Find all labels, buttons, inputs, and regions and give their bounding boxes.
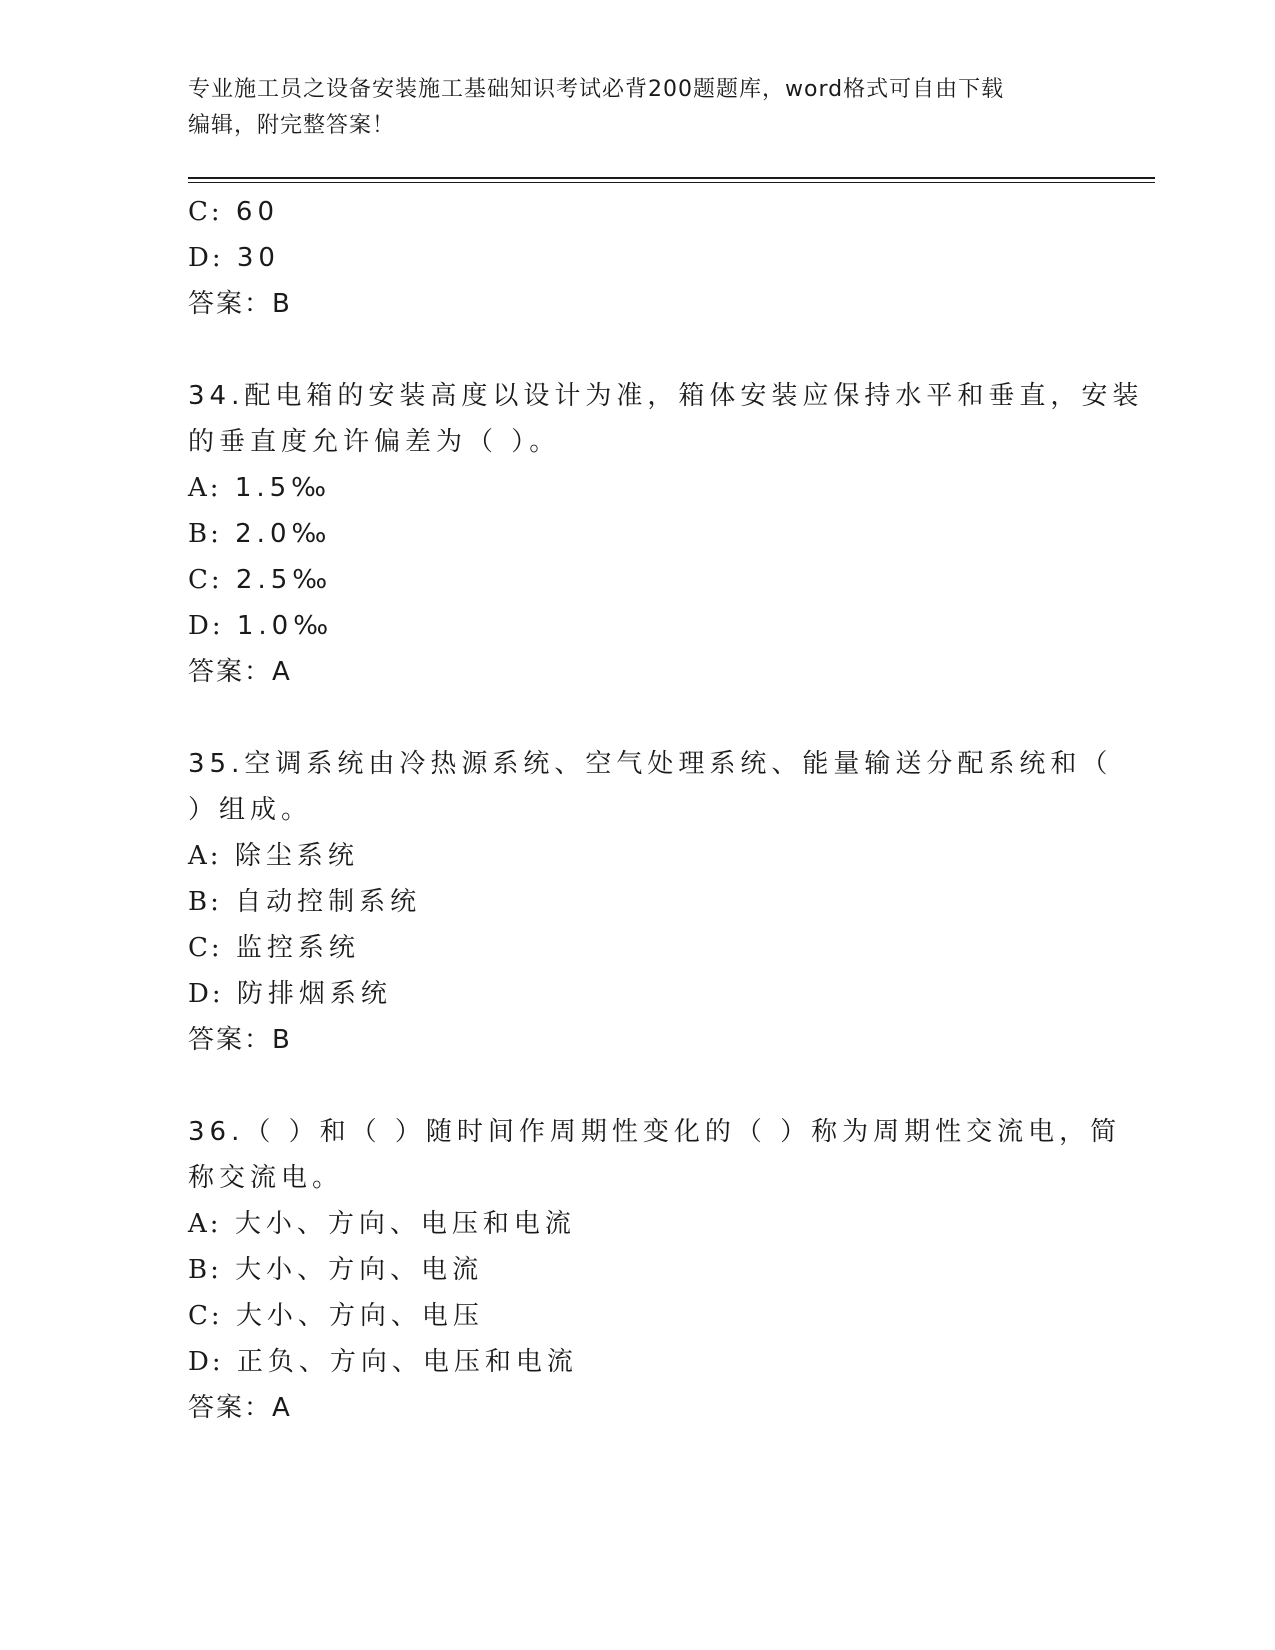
option-text: 1.0‰: [236, 611, 334, 641]
option-a: [188, 465, 1088, 511]
spacer: [188, 1063, 1088, 1109]
option-text: 防排烟系统: [236, 979, 392, 1009]
option-c: [188, 925, 1088, 971]
option-c: [188, 1293, 1088, 1339]
option-letter: D:: [188, 1347, 224, 1377]
option-d: [188, 1339, 1088, 1385]
option-c: [188, 189, 1088, 235]
option-text: 正负、方向、电压和电流: [236, 1347, 578, 1377]
option-letter: B:: [188, 887, 222, 917]
option-text: 监控系统: [235, 933, 360, 963]
answer-line: 答案：B: [188, 1025, 292, 1055]
option-c: [188, 557, 1088, 603]
option-letter: D:: [188, 243, 224, 273]
option-letter: B:: [188, 519, 222, 549]
question-35-line-1: 35.空调系统由冷热源系统、空气处理系统、能量输送分配系统和（: [188, 749, 1113, 779]
question-content: [188, 189, 1144, 1431]
option-b: [188, 511, 1088, 557]
option-d: [188, 971, 1088, 1017]
option-letter: A:: [188, 1209, 222, 1239]
option-text: 大小、方向、电压: [235, 1301, 484, 1331]
question-35-line-2: ）组成。: [188, 795, 313, 825]
option-b: [188, 1247, 1088, 1293]
header-divider-thick: [188, 177, 1155, 179]
option-letter: A:: [188, 473, 222, 503]
answer-line: 答案：A: [188, 1393, 292, 1423]
option-letter: D:: [188, 979, 224, 1009]
question-36-line-1: 36.（ ）和（ ）随时间作周期性变化的（ ）称为周期性交流电，简: [188, 1117, 1122, 1147]
option-text: 60: [235, 197, 280, 227]
question-34-line-2: 的垂直度允许偏差为（ ）。: [188, 427, 561, 457]
page-header: [188, 72, 1068, 144]
option-letter: C:: [188, 565, 223, 595]
header-line-2: 编辑，附完整答案！: [188, 113, 396, 138]
option-text: 2.5‰: [235, 565, 333, 595]
option-a: [188, 1201, 1088, 1247]
option-a: [188, 833, 1088, 879]
answer-line: 答案：B: [188, 289, 292, 319]
question-34-line-1: 34.配电箱的安装高度以设计为准，箱体安装应保持水平和垂直，安装: [188, 381, 1144, 411]
header-divider-thin: [188, 182, 1155, 183]
option-text: 自动控制系统: [235, 887, 422, 917]
option-b: [188, 879, 1088, 925]
question-36-line-2: 称交流电。: [188, 1163, 344, 1193]
option-letter: C:: [188, 1301, 223, 1331]
spacer: [188, 327, 1088, 373]
option-text: 大小、方向、电压和电流: [234, 1209, 576, 1239]
spacer: [188, 695, 1088, 741]
option-letter: D:: [188, 611, 224, 641]
option-text: 大小、方向、电流: [235, 1255, 484, 1285]
option-letter: C:: [188, 197, 223, 227]
option-text: 2.0‰: [235, 519, 332, 549]
option-letter: B:: [188, 1255, 222, 1285]
option-text: 30: [236, 243, 280, 273]
header-line-1: 专业施工员之设备安装施工基础知识考试必背200题题库，word格式可自由下载: [188, 77, 1005, 102]
option-d: [188, 603, 1088, 649]
option-letter: C:: [188, 933, 223, 963]
option-text: 除尘系统: [234, 841, 359, 871]
option-letter: A:: [188, 841, 222, 871]
option-text: 1.5‰: [234, 473, 332, 503]
answer-line: 答案：A: [188, 657, 292, 687]
option-d: [188, 235, 1088, 281]
